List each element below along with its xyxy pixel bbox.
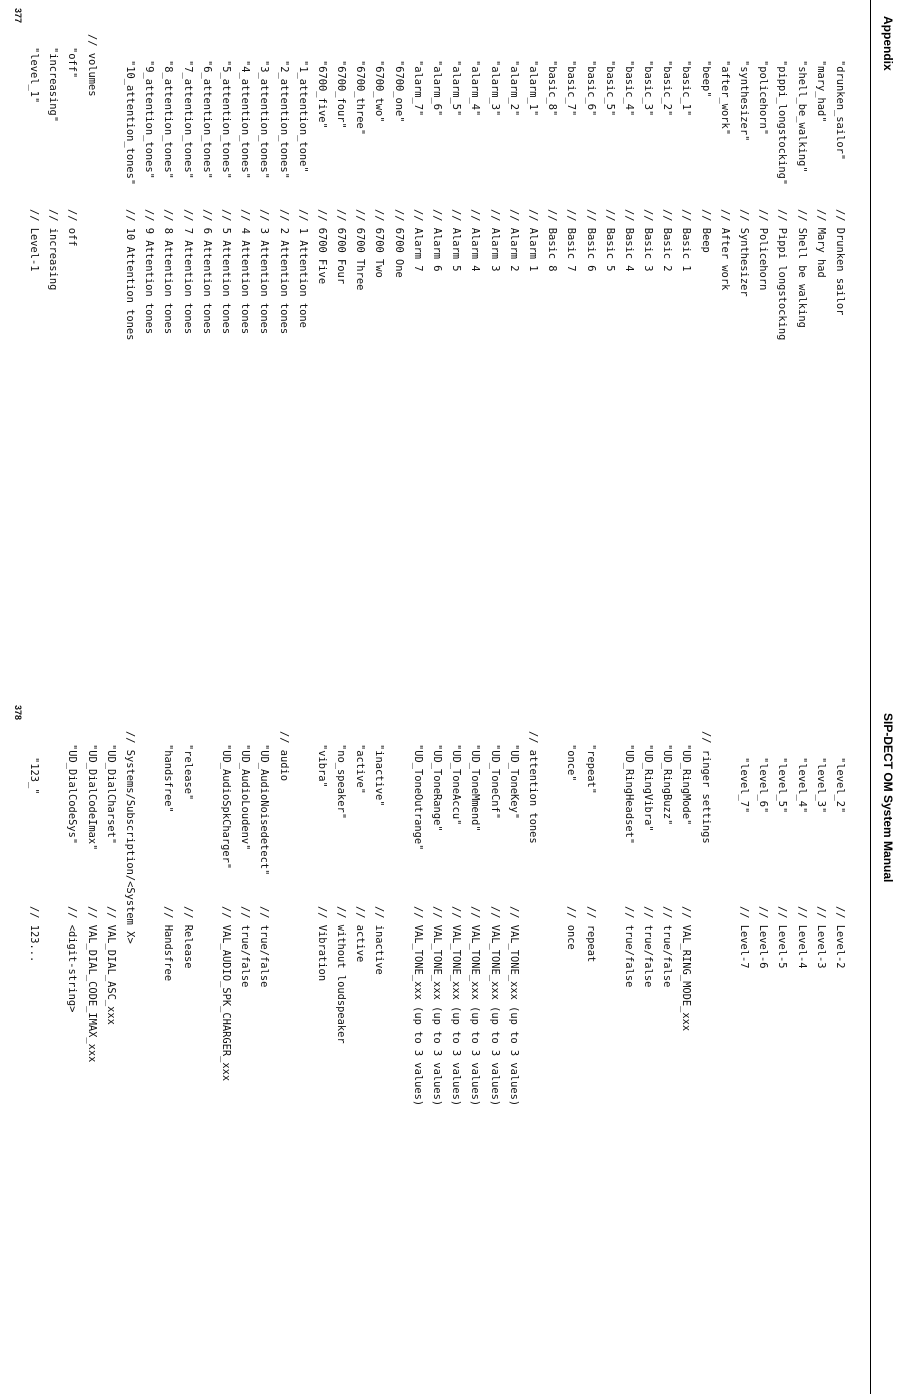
header-rule (870, 697, 871, 1394)
code-key: "handsfree" (162, 744, 175, 813)
code-key: "6700_one" (392, 60, 405, 123)
code-key: "6_attention_tones" (200, 60, 213, 179)
code-comment: // Alarm 6 (431, 209, 444, 272)
code-line (43, 731, 62, 1378)
code-key: "basic_6" (584, 60, 597, 117)
code-comment: // true/false (622, 906, 635, 988)
code-line (177, 34, 196, 681)
code-comment: // Level-1 (28, 209, 41, 272)
code-line (657, 731, 676, 1378)
code-line (101, 34, 120, 681)
code-comment: // once (565, 906, 578, 950)
code-line (657, 34, 676, 681)
code-line (811, 34, 830, 681)
code-key: "no_speaker" (335, 744, 348, 820)
code-key: "1_attention_tone" (296, 60, 309, 173)
code-comment: // 123... (28, 906, 41, 963)
code-key: // attention tones (527, 731, 539, 844)
page-378-content (0, 697, 901, 1394)
page-378 (0, 697, 901, 1394)
code-line (62, 34, 81, 681)
code-line (772, 731, 791, 1378)
code-line (24, 731, 43, 1378)
code-comment: // without loudspeaker (335, 906, 348, 1044)
code-line (293, 731, 312, 1378)
code-line (830, 731, 849, 1378)
code-key: "vibra" (315, 744, 328, 788)
code-line (235, 731, 254, 1378)
code-key: "level_3" (814, 757, 827, 814)
code-comment: // VAL_AUDIO_SPK_CHARGER_xxx (220, 906, 232, 1082)
code-line (158, 731, 177, 1378)
code-line (446, 731, 465, 1378)
code-comment: // 6700 Four (335, 209, 348, 285)
code-comment: // Mary had (814, 209, 827, 278)
code-comment: // Synthesizer (738, 209, 751, 297)
running-header-title: Appendix (881, 16, 895, 71)
code-line (734, 34, 753, 681)
code-key: "basic_8" (546, 60, 559, 117)
code-key: "once" (565, 744, 578, 782)
code-line (331, 731, 350, 1378)
code-key: "increasing" (47, 47, 60, 123)
code-key: "basic_1" (680, 60, 693, 117)
code-key: "UD_DialCodeImax" (85, 744, 98, 851)
code-line (580, 731, 599, 1378)
code-key: "UD_RingBuzz" (661, 744, 674, 826)
code-line (427, 731, 446, 1378)
code-line (446, 34, 465, 681)
code-line (331, 34, 350, 681)
code-key: // audio (277, 731, 290, 782)
code-comment: // VAL_TONE_xxx (up to 3 values) (411, 906, 424, 1107)
code-line (791, 731, 810, 1378)
code-line (43, 34, 62, 681)
code-listing (24, 34, 849, 681)
code-comment: // Release (181, 906, 194, 969)
code-key: "UD_ToneRange" (431, 744, 444, 832)
running-header-title: SIP-DECT OM System Manual (881, 713, 895, 883)
code-key: // Systems/Subscription/<System X> (124, 731, 137, 944)
code-key: "UD_DialCodeSys" (66, 744, 79, 845)
code-comment: // true/false (239, 906, 252, 988)
code-line (542, 34, 561, 681)
code-comment: // inactive (373, 906, 386, 975)
code-listing (24, 731, 849, 1378)
code-line (580, 34, 599, 681)
code-key: "level_5" (776, 757, 789, 814)
code-line (484, 731, 503, 1378)
code-comment: // VAL_DIAL_CODE_IMAX_xxx (85, 906, 98, 1063)
code-comment: // 6700 Two (373, 209, 386, 278)
code-comment: // true/false (661, 906, 674, 988)
code-line (197, 34, 216, 681)
code-comment: // 1 Attention tone (296, 209, 309, 328)
code-line (811, 731, 830, 1378)
code-comment: // 8 Attention tones (162, 209, 175, 335)
code-key: "basic_5" (603, 60, 616, 117)
code-comment: // VAL_TONE_xxx (up to 3 values) (431, 906, 444, 1107)
code-key: "6700_two" (373, 60, 386, 123)
code-line (120, 731, 139, 1378)
code-line (619, 731, 638, 1378)
code-line (312, 731, 331, 1378)
code-key: "after_work" (718, 60, 731, 136)
code-line (542, 731, 561, 1378)
code-comment: // Drunken sailor (834, 209, 846, 316)
code-comment: // VAL_TONE_xxx (up to 3 values) (488, 906, 501, 1107)
code-key: "UD_RingMode" (680, 744, 693, 826)
code-comment: // VAL_DIAL_ASC_xxx (104, 906, 117, 1025)
code-comment: // Alarm 4 (469, 209, 482, 272)
code-line (139, 731, 158, 1378)
code-line (350, 731, 369, 1378)
code-key: "UD_ToneAccu" (450, 744, 463, 826)
code-key: "UD_ToneKey" (507, 744, 520, 820)
code-line (101, 731, 120, 1378)
code-key: "level_1" (28, 47, 41, 104)
code-key: "alarm_5" (450, 60, 463, 117)
code-line (197, 731, 216, 1378)
code-key: "5_attention_tones" (220, 60, 232, 179)
code-line (600, 731, 619, 1378)
code-line (753, 34, 772, 681)
code-comment: // VAL_RING_MODE_xxx (680, 906, 693, 1032)
code-line (254, 34, 273, 681)
code-key: "synthesizer" (738, 60, 751, 142)
code-line (216, 34, 235, 681)
code-line (350, 34, 369, 681)
code-comment: // Basic 2 (661, 209, 674, 272)
code-key: "basic_7" (565, 60, 578, 117)
code-key: "3_attention_tones" (258, 60, 271, 179)
code-line (772, 34, 791, 681)
code-comment: // Alarm 2 (507, 209, 520, 272)
code-key: "7_attention_tones" (181, 60, 194, 179)
code-comment: // Vibration (315, 906, 328, 982)
code-line (235, 34, 254, 681)
code-key: "UD_DialCharset" (104, 744, 117, 845)
code-line (715, 731, 734, 1378)
code-key: "6700_five" (315, 60, 328, 129)
code-key: "UD_ToneCnf" (488, 744, 501, 820)
code-line (465, 731, 484, 1378)
code-line (638, 731, 657, 1378)
code-comment: // 7 Attention tones (181, 209, 194, 335)
code-key: "alarm_4" (469, 60, 482, 117)
code-line (389, 731, 408, 1378)
code-key: "alarm_6" (431, 60, 444, 117)
code-key: "repeat" (584, 744, 597, 795)
code-line (369, 34, 388, 681)
code-line (273, 34, 292, 681)
code-comment: // Alarm 7 (411, 209, 424, 272)
code-line (312, 34, 331, 681)
code-key: "policehorn" (757, 60, 770, 136)
code-line (696, 731, 715, 1378)
code-line (408, 34, 427, 681)
code-comment: // Basic 1 (680, 209, 693, 272)
code-line (619, 34, 638, 681)
code-line (484, 34, 503, 681)
code-comment: // Basic 8 (546, 209, 559, 272)
code-line (273, 731, 292, 1378)
code-comment: // After work (718, 209, 731, 291)
code-comment: // true/false (258, 906, 271, 988)
code-comment: // Level-7 (738, 906, 751, 969)
code-key: "UD_ToneOutrange" (411, 744, 424, 851)
code-comment: // 10 Attention tones (124, 209, 137, 341)
code-comment: // Basic 4 (622, 209, 635, 272)
code-line (62, 731, 81, 1378)
code-line (293, 34, 312, 681)
code-key: "beep" (699, 60, 712, 98)
code-comment: // Shell be walking (795, 209, 808, 328)
code-comment: // Level-6 (757, 906, 770, 969)
page-number: 378 (13, 705, 23, 721)
code-key: "off" (66, 47, 79, 79)
code-line (696, 34, 715, 681)
code-key: "active" (354, 744, 367, 795)
code-line (216, 731, 235, 1378)
code-line (120, 34, 139, 681)
header-rule (870, 0, 871, 697)
code-key: "alarm_1" (527, 60, 539, 117)
code-key: "level_7" (738, 757, 751, 814)
code-comment: // increasing (47, 209, 60, 291)
code-key: // ringer settings (699, 731, 712, 844)
code-line (408, 731, 427, 1378)
page-number: 377 (13, 8, 23, 24)
code-comment: // Handsfree (162, 906, 175, 982)
code-key: "10_attention_tones" (124, 60, 137, 186)
code-key: "level_2" (834, 757, 846, 814)
code-key: "basic_3" (642, 60, 655, 117)
code-line (82, 34, 101, 681)
code-line (158, 34, 177, 681)
code-line (427, 34, 446, 681)
code-comment: // 6 Attention tones (200, 209, 213, 335)
code-line (24, 34, 43, 681)
code-key: "alarm_2" (507, 60, 520, 117)
code-key: "UD_AudioSpkCharger" (220, 744, 232, 870)
code-comment: // Basic 6 (584, 209, 597, 272)
code-comment: // off (66, 209, 79, 247)
code-line (389, 34, 408, 681)
code-key: "UD_RingVibra" (642, 744, 655, 832)
code-line (830, 34, 849, 681)
code-comment: // Policehorn (757, 209, 770, 291)
code-line (254, 731, 273, 1378)
code-key: "UD_AudioNoisedetect" (258, 744, 271, 876)
code-key: "mary_had" (814, 60, 827, 123)
code-key: "2_attention_tones" (277, 60, 290, 179)
code-key: "alarm_7" (411, 60, 424, 117)
code-line (504, 34, 523, 681)
code-key: "level_4" (795, 757, 808, 814)
code-comment: // Pippi longstocking (776, 209, 789, 341)
code-line (523, 731, 542, 1378)
code-comment: // <digit-string> (66, 906, 79, 1013)
code-comment: // 5 Attention tones (220, 209, 232, 335)
code-key: "basic_4" (622, 60, 635, 117)
code-key: "9_attention_tones" (143, 60, 156, 179)
code-key: "drunken_sailor" (834, 60, 846, 161)
code-key: "inactive" (373, 744, 386, 807)
code-line (82, 731, 101, 1378)
code-key: // volumes (85, 34, 98, 97)
code-line (791, 34, 810, 681)
code-comment: // 2 Attention tones (277, 209, 290, 335)
code-key: "6700_four" (335, 60, 348, 129)
code-line (676, 731, 695, 1378)
code-comment: // 6700 Three (354, 209, 367, 291)
code-comment: // 6700 Five (315, 209, 328, 285)
code-comment: // repeat (584, 906, 597, 963)
code-comment: // Alarm 5 (450, 209, 463, 272)
code-comment: // Level-5 (776, 906, 789, 969)
code-line (753, 731, 772, 1378)
code-key: "basic_2" (661, 60, 674, 117)
code-comment: // true/false (642, 906, 655, 988)
code-comment: // active (354, 906, 367, 963)
code-comment: // Alarm 1 (527, 209, 539, 272)
code-line (504, 731, 523, 1378)
code-comment: // Basic 3 (642, 209, 655, 272)
code-comment: // Level-4 (795, 906, 808, 969)
code-comment: // Basic 5 (603, 209, 616, 272)
code-key: "8_attention_tones" (162, 60, 175, 179)
code-key: "UD_ToneMmend" (469, 744, 482, 832)
code-line (177, 731, 196, 1378)
code-comment: // Alarm 3 (488, 209, 501, 272)
code-comment: // VAL_TONE_xxx (up to 3 values) (507, 906, 520, 1107)
code-comment: // Level-3 (814, 906, 827, 969)
code-comment: // 6700 One (392, 209, 405, 278)
code-comment: // 4 Attention tones (239, 209, 252, 335)
code-key: "UD_RingHeadset" (622, 744, 635, 845)
code-key: "release" (181, 744, 194, 801)
code-comment: // 3 Attention tones (258, 209, 271, 335)
code-key: "UD_AudioLoudenv" (239, 744, 252, 851)
code-comment: // Basic 7 (565, 209, 578, 272)
code-line (734, 731, 753, 1378)
code-key: "6700_three" (354, 60, 367, 136)
code-comment: // Level-2 (834, 906, 846, 969)
code-key: "alarm_3" (488, 60, 501, 117)
code-comment: // 9 Attention tones (143, 209, 156, 335)
code-line (561, 731, 580, 1378)
code-key: "pippi_longstocking" (776, 60, 789, 186)
code-comment: // VAL_TONE_xxx (up to 3 values) (469, 906, 482, 1107)
code-key: "level_6" (757, 757, 770, 814)
code-line (465, 34, 484, 681)
code-line (676, 34, 695, 681)
code-key: "4_attention_tones" (239, 60, 252, 179)
code-comment: // Beep (699, 209, 712, 253)
code-line (523, 34, 542, 681)
code-line (715, 34, 734, 681)
code-key: "shell_be_walking" (795, 60, 808, 173)
code-line (638, 34, 657, 681)
code-line (139, 34, 158, 681)
code-line (600, 34, 619, 681)
code-key: "123_" (28, 757, 41, 795)
code-line (369, 731, 388, 1378)
code-comment: // VAL_TONE_xxx (up to 3 values) (450, 906, 463, 1107)
code-line (561, 34, 580, 681)
